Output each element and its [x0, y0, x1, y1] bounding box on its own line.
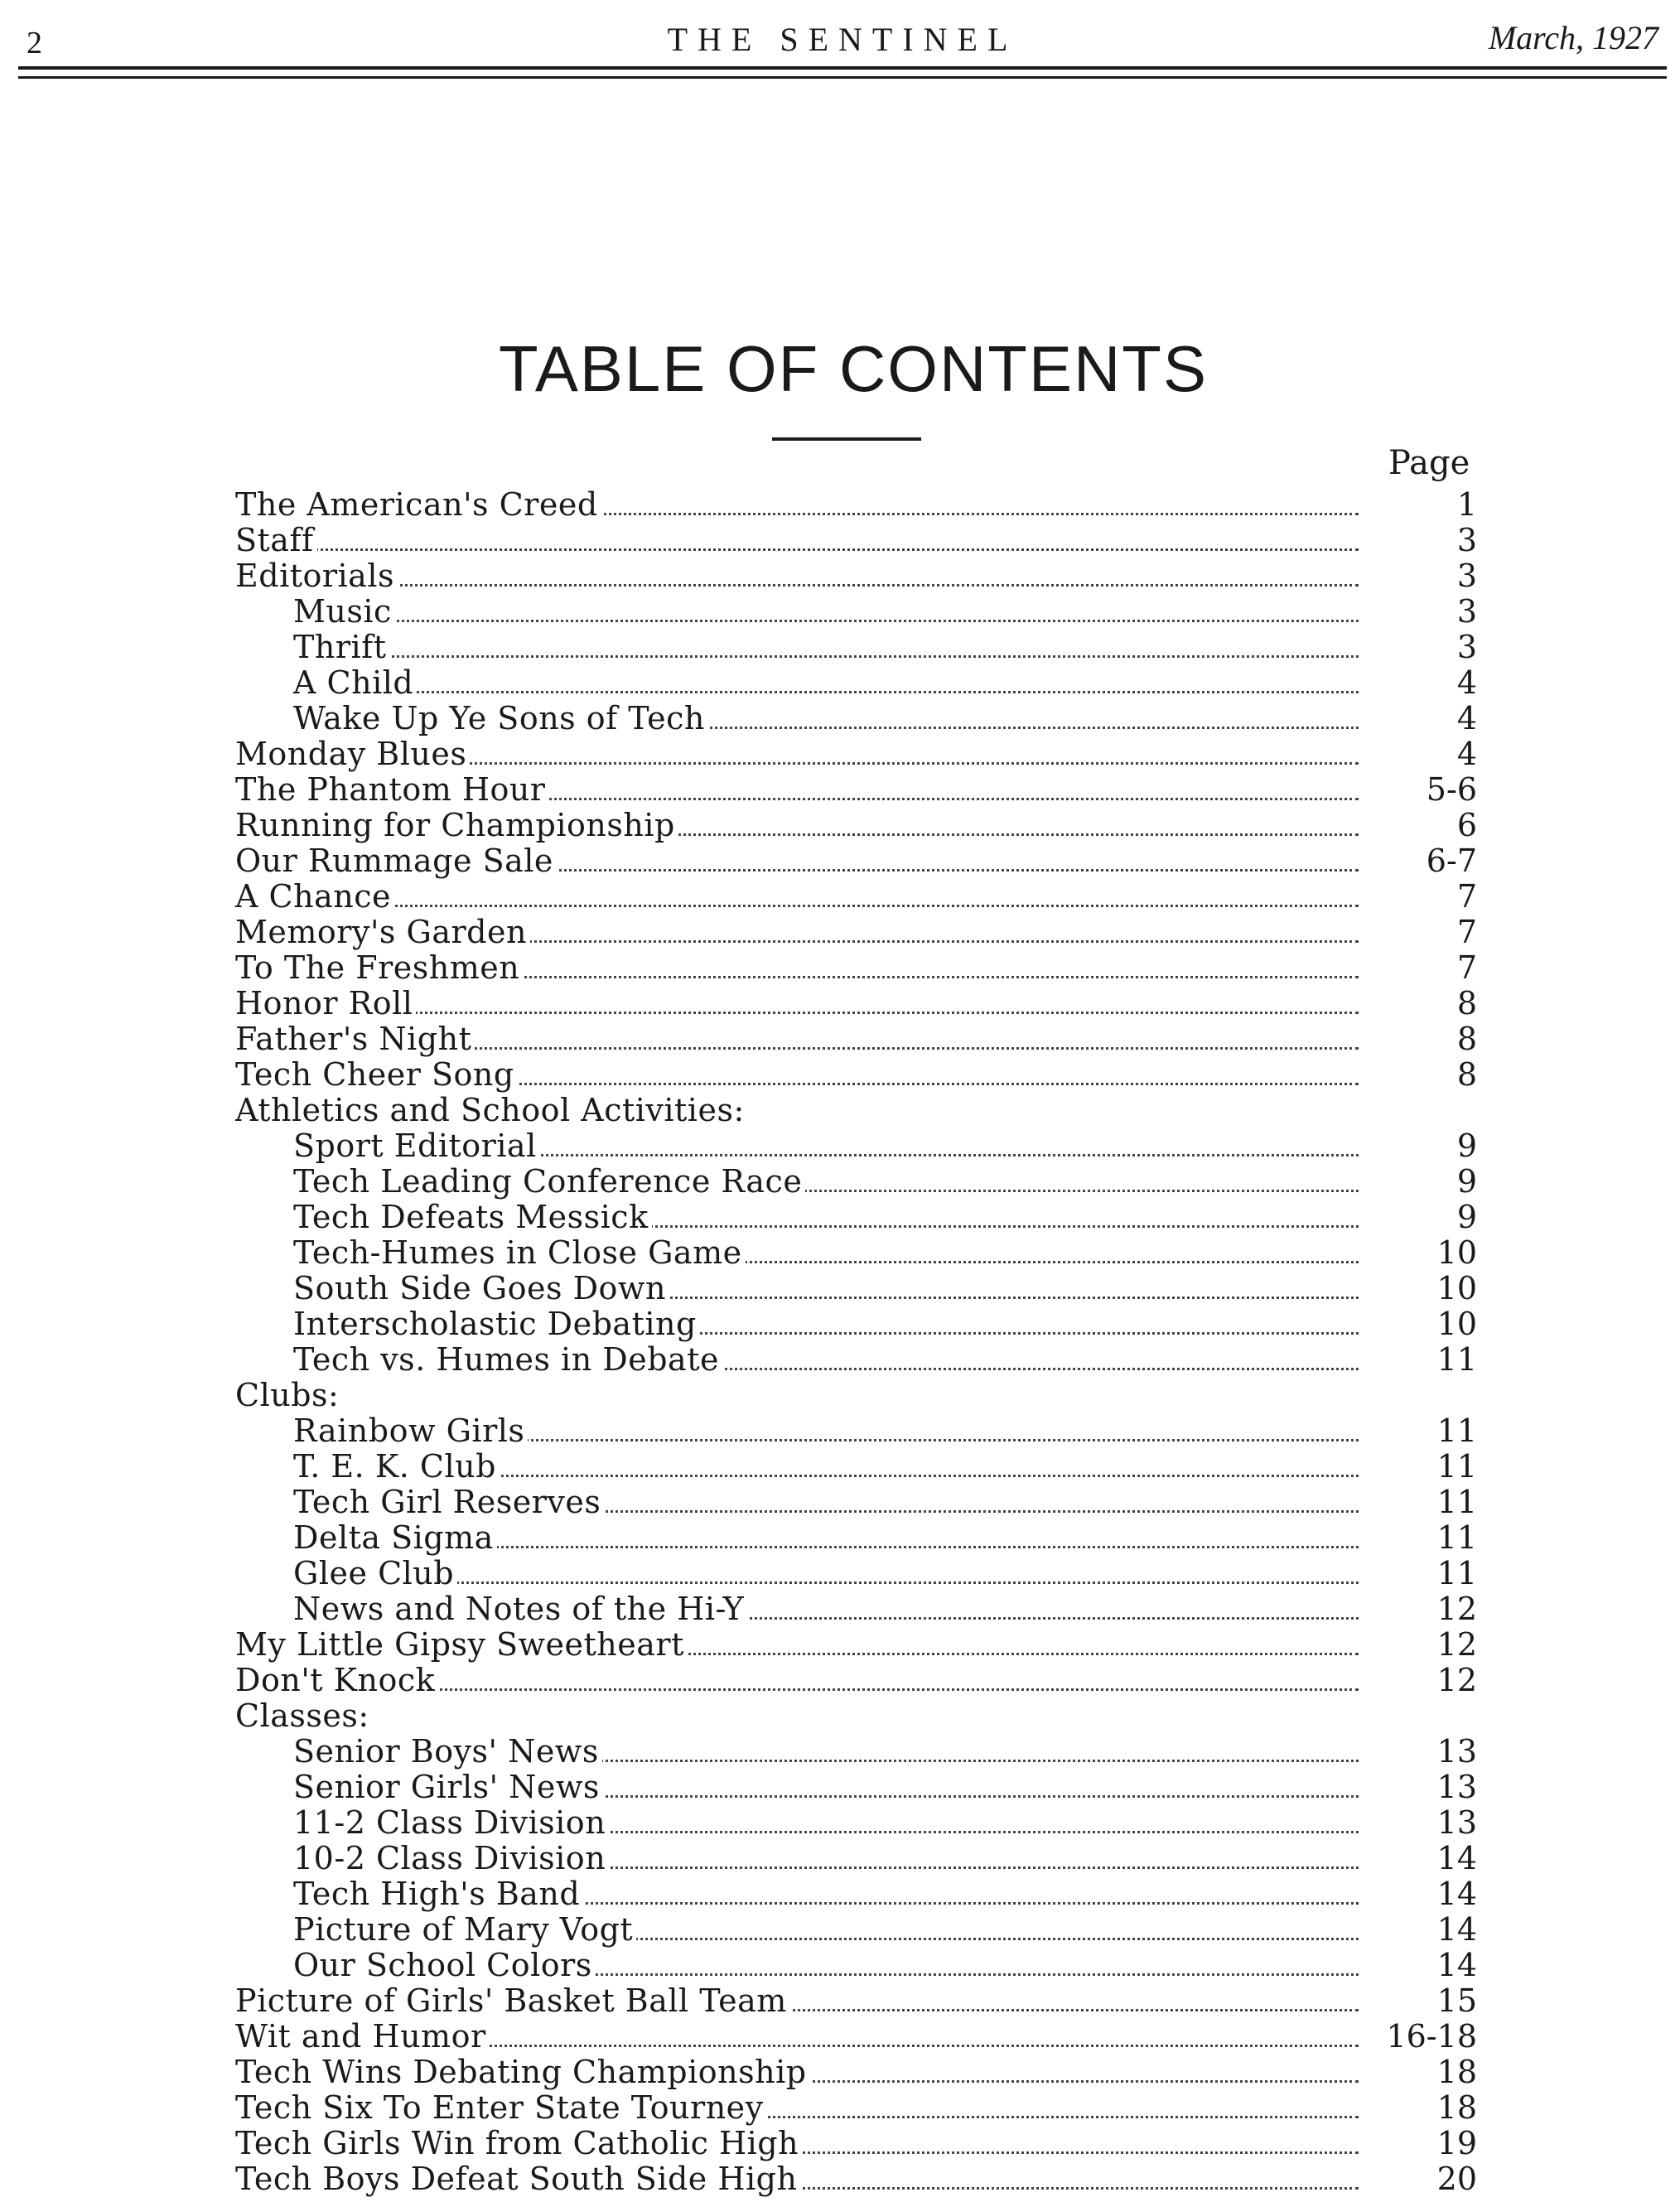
- toc-entry: [0, 1485, 1680, 1520]
- toc-entry-page: 14: [1436, 1840, 1477, 1876]
- toc-entry-title: My Little Gipsy Sweetheart: [235, 1627, 688, 1663]
- toc-entry-title: A Child: [293, 665, 417, 701]
- toc-entry-title: Senior Girls' News: [293, 1770, 603, 1805]
- toc-entry: [0, 1983, 1680, 2019]
- toc-entry: [0, 1627, 1680, 1663]
- toc-entry-page: 20: [1436, 2161, 1477, 2197]
- toc-entry: [0, 808, 1680, 843]
- page-column-header: Page: [1388, 444, 1470, 482]
- toc-entry-title: Picture of Girls' Basket Ball Team: [235, 1983, 790, 2019]
- toc-entry-title: Tech Wins Debating Championship: [235, 2055, 810, 2090]
- dot-leader: [298, 620, 1359, 622]
- toc-entry-title: The Phantom Hour: [235, 772, 548, 808]
- toc-entry-page: 11: [1436, 1484, 1477, 1520]
- page-header: [18, 15, 1667, 65]
- toc-entry: [0, 1912, 1680, 1948]
- toc-entry-page: 7: [1456, 914, 1477, 950]
- toc-entry: [0, 2126, 1680, 2161]
- toc-entry: [0, 736, 1680, 772]
- toc-entry-page: 10: [1436, 1270, 1477, 1306]
- toc-entry-page: 13: [1436, 1769, 1477, 1805]
- dot-leader: [240, 905, 1359, 907]
- toc-entry-title: Interscholastic Debating: [293, 1306, 700, 1342]
- toc-entry: [0, 1770, 1680, 1805]
- toc-entry: [0, 772, 1680, 808]
- toc-entry-page: 9: [1456, 1163, 1477, 1200]
- toc-entry-title: 11-2 Class Division: [293, 1805, 609, 1841]
- toc-entry: [0, 1663, 1680, 1698]
- toc-entry: [0, 630, 1680, 665]
- toc-entry-page: 6-7: [1426, 843, 1477, 879]
- toc-entry-page: 14: [1436, 1911, 1477, 1948]
- toc-entry: [0, 2161, 1680, 2197]
- toc-entry-page: 3: [1456, 522, 1477, 558]
- toc-entry: [0, 2055, 1680, 2090]
- toc-entry-page: 1: [1456, 486, 1477, 523]
- toc-entry-page: 11: [1436, 1412, 1477, 1449]
- toc-entry-page: 5-6: [1426, 771, 1477, 808]
- toc-entry-title: Tech Defeats Messick: [293, 1200, 652, 1235]
- toc-entry: [0, 1734, 1680, 1770]
- toc-entry-title: Staff: [235, 523, 317, 558]
- dot-leader: [298, 691, 1359, 693]
- toc-entry-title: A Chance: [235, 879, 394, 915]
- toc-entry: [0, 523, 1680, 558]
- dot-leader: [298, 655, 1359, 658]
- page-number: 2: [27, 26, 42, 60]
- toc-entry-title: Picture of Mary Vogt: [293, 1912, 636, 1948]
- toc-section-heading: [0, 1378, 1680, 1413]
- toc-entry-title: To The Freshmen: [235, 950, 523, 986]
- toc-entry-title: Sport Editorial: [293, 1128, 540, 1164]
- toc-entry-page: 4: [1456, 736, 1477, 772]
- toc-entry-title: 10-2 Class Division: [293, 1841, 609, 1876]
- toc-entry-title: Delta Sigma: [293, 1520, 497, 1556]
- toc-entry-page: 13: [1436, 1804, 1477, 1841]
- toc-entry-page: 3: [1456, 629, 1477, 665]
- toc-entry-page: 8: [1456, 1056, 1477, 1093]
- toc-entry-title: Editorials: [235, 558, 398, 594]
- toc-entry-page: 14: [1436, 1876, 1477, 1912]
- toc-entry: [0, 879, 1680, 915]
- toc-entry: [0, 915, 1680, 950]
- toc-entry: [0, 1271, 1680, 1306]
- toc-entry-page: 11: [1436, 1519, 1477, 1556]
- toc-entry: [0, 1876, 1680, 1912]
- toc-entry-title: Rainbow Girls: [293, 1413, 528, 1449]
- toc-entry-title: Tech Boys Defeat South Side High: [235, 2161, 800, 2197]
- toc-entry-title: Honor Roll: [235, 986, 416, 1021]
- toc-entry-page: 7: [1456, 949, 1477, 986]
- toc-entry-title: Tech Leading Conference Race: [293, 1164, 805, 1200]
- toc-entry-title: Tech Girls Win from Catholic High: [235, 2126, 802, 2161]
- toc-entry-title: Classes:: [235, 1698, 373, 1734]
- toc-section-heading: [0, 1093, 1680, 1128]
- toc-entry-title: Wit and Humor: [235, 2019, 490, 2055]
- toc-entry-page: 12: [1436, 1626, 1477, 1663]
- toc-entry: [0, 1306, 1680, 1342]
- toc-entry-page: 16-18: [1386, 2018, 1477, 2055]
- toc-entry-title: Wake Up Ye Sons of Tech: [293, 701, 708, 736]
- toc-entry: [0, 1948, 1680, 1983]
- toc-entry-page: 3: [1456, 593, 1477, 630]
- toc-entry-page: 8: [1456, 1021, 1477, 1057]
- toc-entry-page: 14: [1436, 1947, 1477, 1983]
- page-title: TABLE OF CONTENTS: [499, 332, 1208, 405]
- toc-entry-title: News and Notes of the Hi-Y: [293, 1591, 747, 1627]
- toc-entry-title: Tech Cheer Song: [235, 1057, 518, 1093]
- toc-entry: [0, 1164, 1680, 1200]
- toc-entry-title: Tech Girl Reserves: [293, 1485, 604, 1520]
- toc-entry-title: Memory's Garden: [235, 915, 530, 950]
- toc-entry: [0, 843, 1680, 879]
- toc-entry-title: Father's Night: [235, 1021, 475, 1057]
- toc-section-heading: [0, 1698, 1680, 1734]
- toc-entry-page: 11: [1436, 1341, 1477, 1378]
- toc-entry-page: 9: [1456, 1128, 1477, 1164]
- toc-entry-title: Tech-Humes in Close Game: [293, 1235, 746, 1271]
- toc-entry: [0, 1591, 1680, 1627]
- toc-list: [0, 487, 1680, 2197]
- toc-entry: [0, 1200, 1680, 1235]
- toc-entry-title: Our Rummage Sale: [235, 843, 557, 879]
- toc-entry: [0, 487, 1680, 523]
- toc-entry-title: Thrift: [293, 630, 389, 665]
- toc-entry-page: 10: [1436, 1306, 1477, 1342]
- toc-entry-title: Music: [293, 594, 395, 630]
- toc-entry-page: 13: [1436, 1733, 1477, 1770]
- dot-leader: [240, 548, 1359, 551]
- header-rule-thick: [18, 66, 1667, 70]
- toc-entry-title: Don't Knock: [235, 1663, 438, 1698]
- toc-entry-title: Glee Club: [293, 1556, 457, 1591]
- toc-entry-page: 18: [1436, 2054, 1477, 2090]
- toc-entry: [0, 594, 1680, 630]
- header-rule-thin: [18, 76, 1667, 79]
- toc-entry-page: 6: [1456, 807, 1477, 843]
- toc-entry-page: 12: [1436, 1662, 1477, 1698]
- toc-entry-page: 9: [1456, 1199, 1477, 1235]
- toc-entry-title: Our School Colors: [293, 1948, 596, 1983]
- toc-entry-title: The American's Creed: [235, 487, 601, 523]
- toc-entry-page: 18: [1436, 2089, 1477, 2126]
- toc-entry-title: Monday Blues: [235, 736, 470, 772]
- toc-entry-page: 11: [1436, 1555, 1477, 1591]
- toc-entry: [0, 701, 1680, 736]
- toc-entry-page: 4: [1456, 700, 1477, 736]
- toc-entry-page: 10: [1436, 1234, 1477, 1271]
- title-divider: [772, 437, 921, 441]
- toc-entry: [0, 986, 1680, 1021]
- toc-entry: [0, 2019, 1680, 2055]
- toc-entry: [0, 1021, 1680, 1057]
- toc-entry: [0, 665, 1680, 701]
- toc-entry-title: Tech Six To Enter State Tourney: [235, 2090, 767, 2126]
- toc-entry: [0, 950, 1680, 986]
- toc-entry-title: Tech vs. Humes in Debate: [293, 1342, 722, 1378]
- toc-entry-page: 8: [1456, 985, 1477, 1021]
- dot-leader: [240, 584, 1359, 587]
- toc-entry-page: 19: [1436, 2125, 1477, 2161]
- toc-entry-title: Senior Boys' News: [293, 1734, 602, 1770]
- toc-entry-page: 12: [1436, 1591, 1477, 1627]
- toc-entry-title: T. E. K. Club: [293, 1449, 500, 1485]
- toc-entry-page: 4: [1456, 664, 1477, 701]
- toc-entry-page: 15: [1436, 1982, 1477, 2019]
- toc-entry-page: 7: [1456, 878, 1477, 915]
- toc-entry: [0, 1841, 1680, 1876]
- toc-entry-page: 3: [1456, 558, 1477, 594]
- toc-entry: [0, 1342, 1680, 1378]
- toc-entry: [0, 1449, 1680, 1485]
- toc-entry-title: Athletics and School Activities:: [235, 1093, 748, 1128]
- toc-entry: [0, 1413, 1680, 1449]
- toc-entry: [0, 1128, 1680, 1164]
- toc-entry: [0, 2090, 1680, 2126]
- toc-entry: [0, 1805, 1680, 1841]
- toc-entry-title: Clubs:: [235, 1378, 342, 1413]
- toc-entry-page: 11: [1436, 1448, 1477, 1485]
- toc-entry: [0, 1520, 1680, 1556]
- toc-entry-title: South Side Goes Down: [293, 1271, 669, 1306]
- toc-entry-title: Running for Championship: [235, 808, 678, 843]
- toc-entry: [0, 1235, 1680, 1271]
- issue-date: March, 1927: [1488, 19, 1658, 56]
- toc-entry-title: Tech High's Band: [293, 1876, 583, 1912]
- masthead: THE SENTINEL: [667, 21, 1018, 58]
- toc-entry: [0, 1057, 1680, 1093]
- toc-entry: [0, 1556, 1680, 1591]
- toc-entry: [0, 558, 1680, 594]
